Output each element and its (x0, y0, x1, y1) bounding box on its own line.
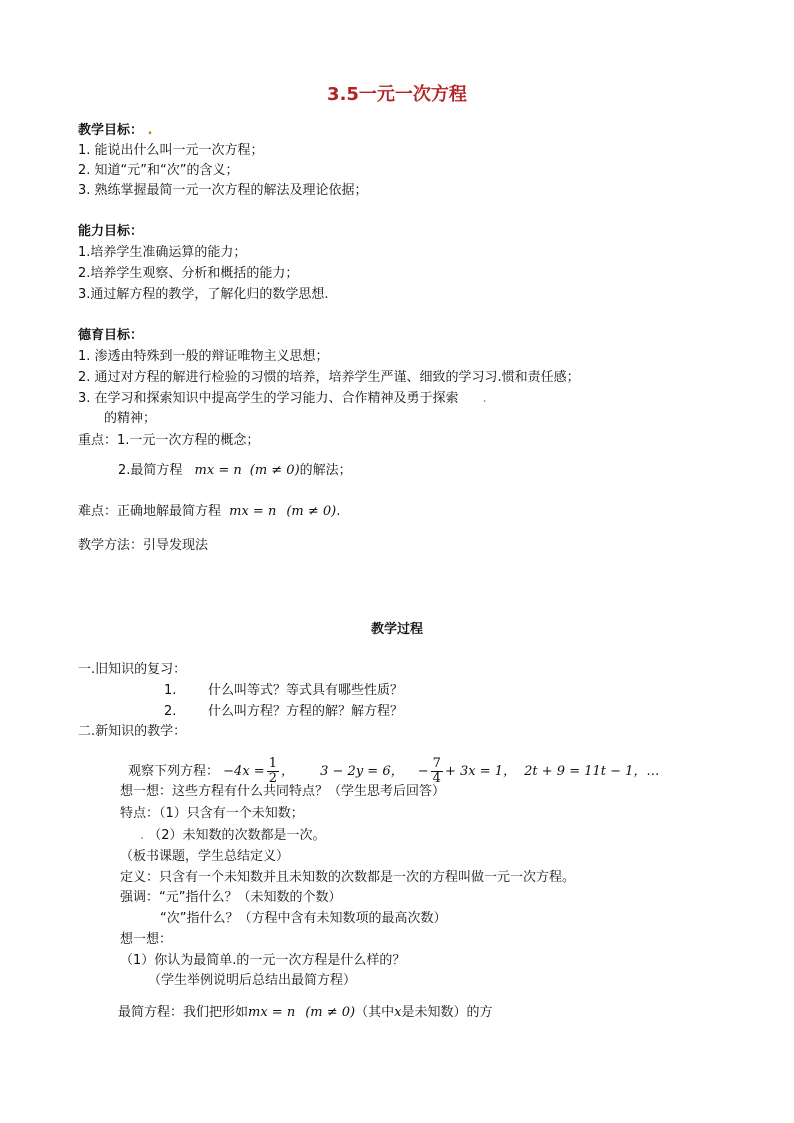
key-point-1: 重点：1.一元一次方程的概念； (78, 433, 260, 448)
teaching-goals-heading: 教学目标： . (78, 123, 153, 138)
question-simplest-note: （学生举例说明后总结出最简方程） (148, 973, 357, 988)
difficulty: 难点：正确地解最简方程 mx = n (m ≠ 0). (78, 504, 341, 519)
equation-4: 2t + 9 = 11t − 1，… (524, 764, 660, 779)
review-heading: 一.旧知识的复习： (78, 662, 187, 677)
simplest-equation: mx = n (248, 1005, 296, 1020)
feature-2: . （2）未知数的次数都是一次。 (140, 828, 326, 843)
review-q2-number: 2. (164, 704, 177, 719)
review-q2: 什么叫方程？方程的解？解方程？ (208, 704, 404, 719)
review-q1-number: 1. (164, 683, 177, 698)
simplest-equation-definition: 最简方程：我们把形如mx = n (m ≠ 0)（其中x是未知数）的方 (118, 1005, 493, 1020)
fraction-one-half: $\frac{1}{2}$ (268, 756, 277, 786)
moral-goal-1: 1. 渗透由特殊到一般的辩证唯物主义思想； (78, 349, 329, 364)
observe-equations: 观察下列方程： −4x = $\frac{1}{2}$ ， 3 − 2y = 6， − $\frac{7}{4}$ + 3x = 1， 2t + 9 = 11t − 1，… (128, 756, 660, 786)
moral-goal-3-cont: 的精神； (104, 411, 157, 426)
simplest-condition: (m ≠ 0) (305, 1005, 356, 1020)
question-simplest: （1）你认为最简单.的一元一次方程是什么样的？ (120, 953, 406, 968)
process-title: 教学过程 (370, 622, 423, 637)
difficulty-condition: (m ≠ 0) (286, 504, 337, 519)
ability-goal-3: 3.通过解方程的教学，了解化归的数学思想. (78, 287, 329, 302)
teaching-method: 教学方法：引导发现法 (78, 538, 209, 553)
emphasis-1: 强调：“元”指什么？（未知数的个数） (120, 890, 342, 905)
moral-goal-2: 2. 通过对方程的解进行检验的习惯的培养，培养学生严谨、细致的学习习.惯和责任感； (78, 370, 580, 385)
key-point-2: 2.最简方程 mx = n (m ≠ 0)的解法； (118, 463, 352, 478)
teaching-goal-1: 1. 能说出什么叫一元一次方程； (78, 143, 264, 158)
board-note: （板书课题，学生总结定义） (120, 849, 290, 864)
moral-goal-3: 3. 在学习和探索知识中提高学生的学习能力、合作精神及勇于探索 . (78, 391, 487, 406)
teaching-goal-2: 2. 知道“元”和“次”的含义； (78, 163, 239, 178)
definition: 定义：只含有一个未知数并且未知数的次数都是一次的方程叫做一元一次方程。 (120, 870, 576, 885)
difficulty-equation: mx = n (229, 504, 277, 519)
review-q1: 什么叫等式？等式具有哪些性质？ (208, 683, 404, 698)
key-point-equation: mx = n (194, 463, 242, 478)
ability-goal-1: 1.培养学生准确运算的能力； (78, 245, 247, 260)
fraction-seven-fourths: $\frac{7}{4}$ (432, 756, 441, 786)
think-question-1: 想一想：这些方程有什么共同特点？（学生思考后回答） (120, 784, 446, 799)
equation-3: − $\frac{7}{4}$ + 3x = 1， (417, 756, 516, 786)
equation-1: −4x = $\frac{1}{2}$ ， (223, 756, 294, 786)
key-point-condition: (m ≠ 0) (249, 463, 300, 478)
feature-1: 特点：（1）只含有一个未知数； (120, 806, 304, 821)
new-knowledge-heading: 二.新知识的教学： (78, 724, 187, 739)
page-title: 3.5一元一次方程 (327, 84, 467, 105)
moral-goals-heading: 德育目标： (78, 328, 144, 343)
teaching-goal-3: 3. 熟练掌握最简一元一次方程的解法及理论依据； (78, 183, 368, 198)
ability-goals-heading: 能力目标： (78, 224, 144, 239)
variable-x: x (394, 1005, 402, 1020)
emphasis-2: “次”指什么？（方程中含有未知数项的最高次数） (160, 911, 447, 926)
think-heading-2: 想一想： (120, 932, 173, 947)
equation-2: 3 − 2y = 6， (320, 764, 404, 779)
ability-goal-2: 2.培养学生观察、分析和概括的能力； (78, 266, 299, 281)
